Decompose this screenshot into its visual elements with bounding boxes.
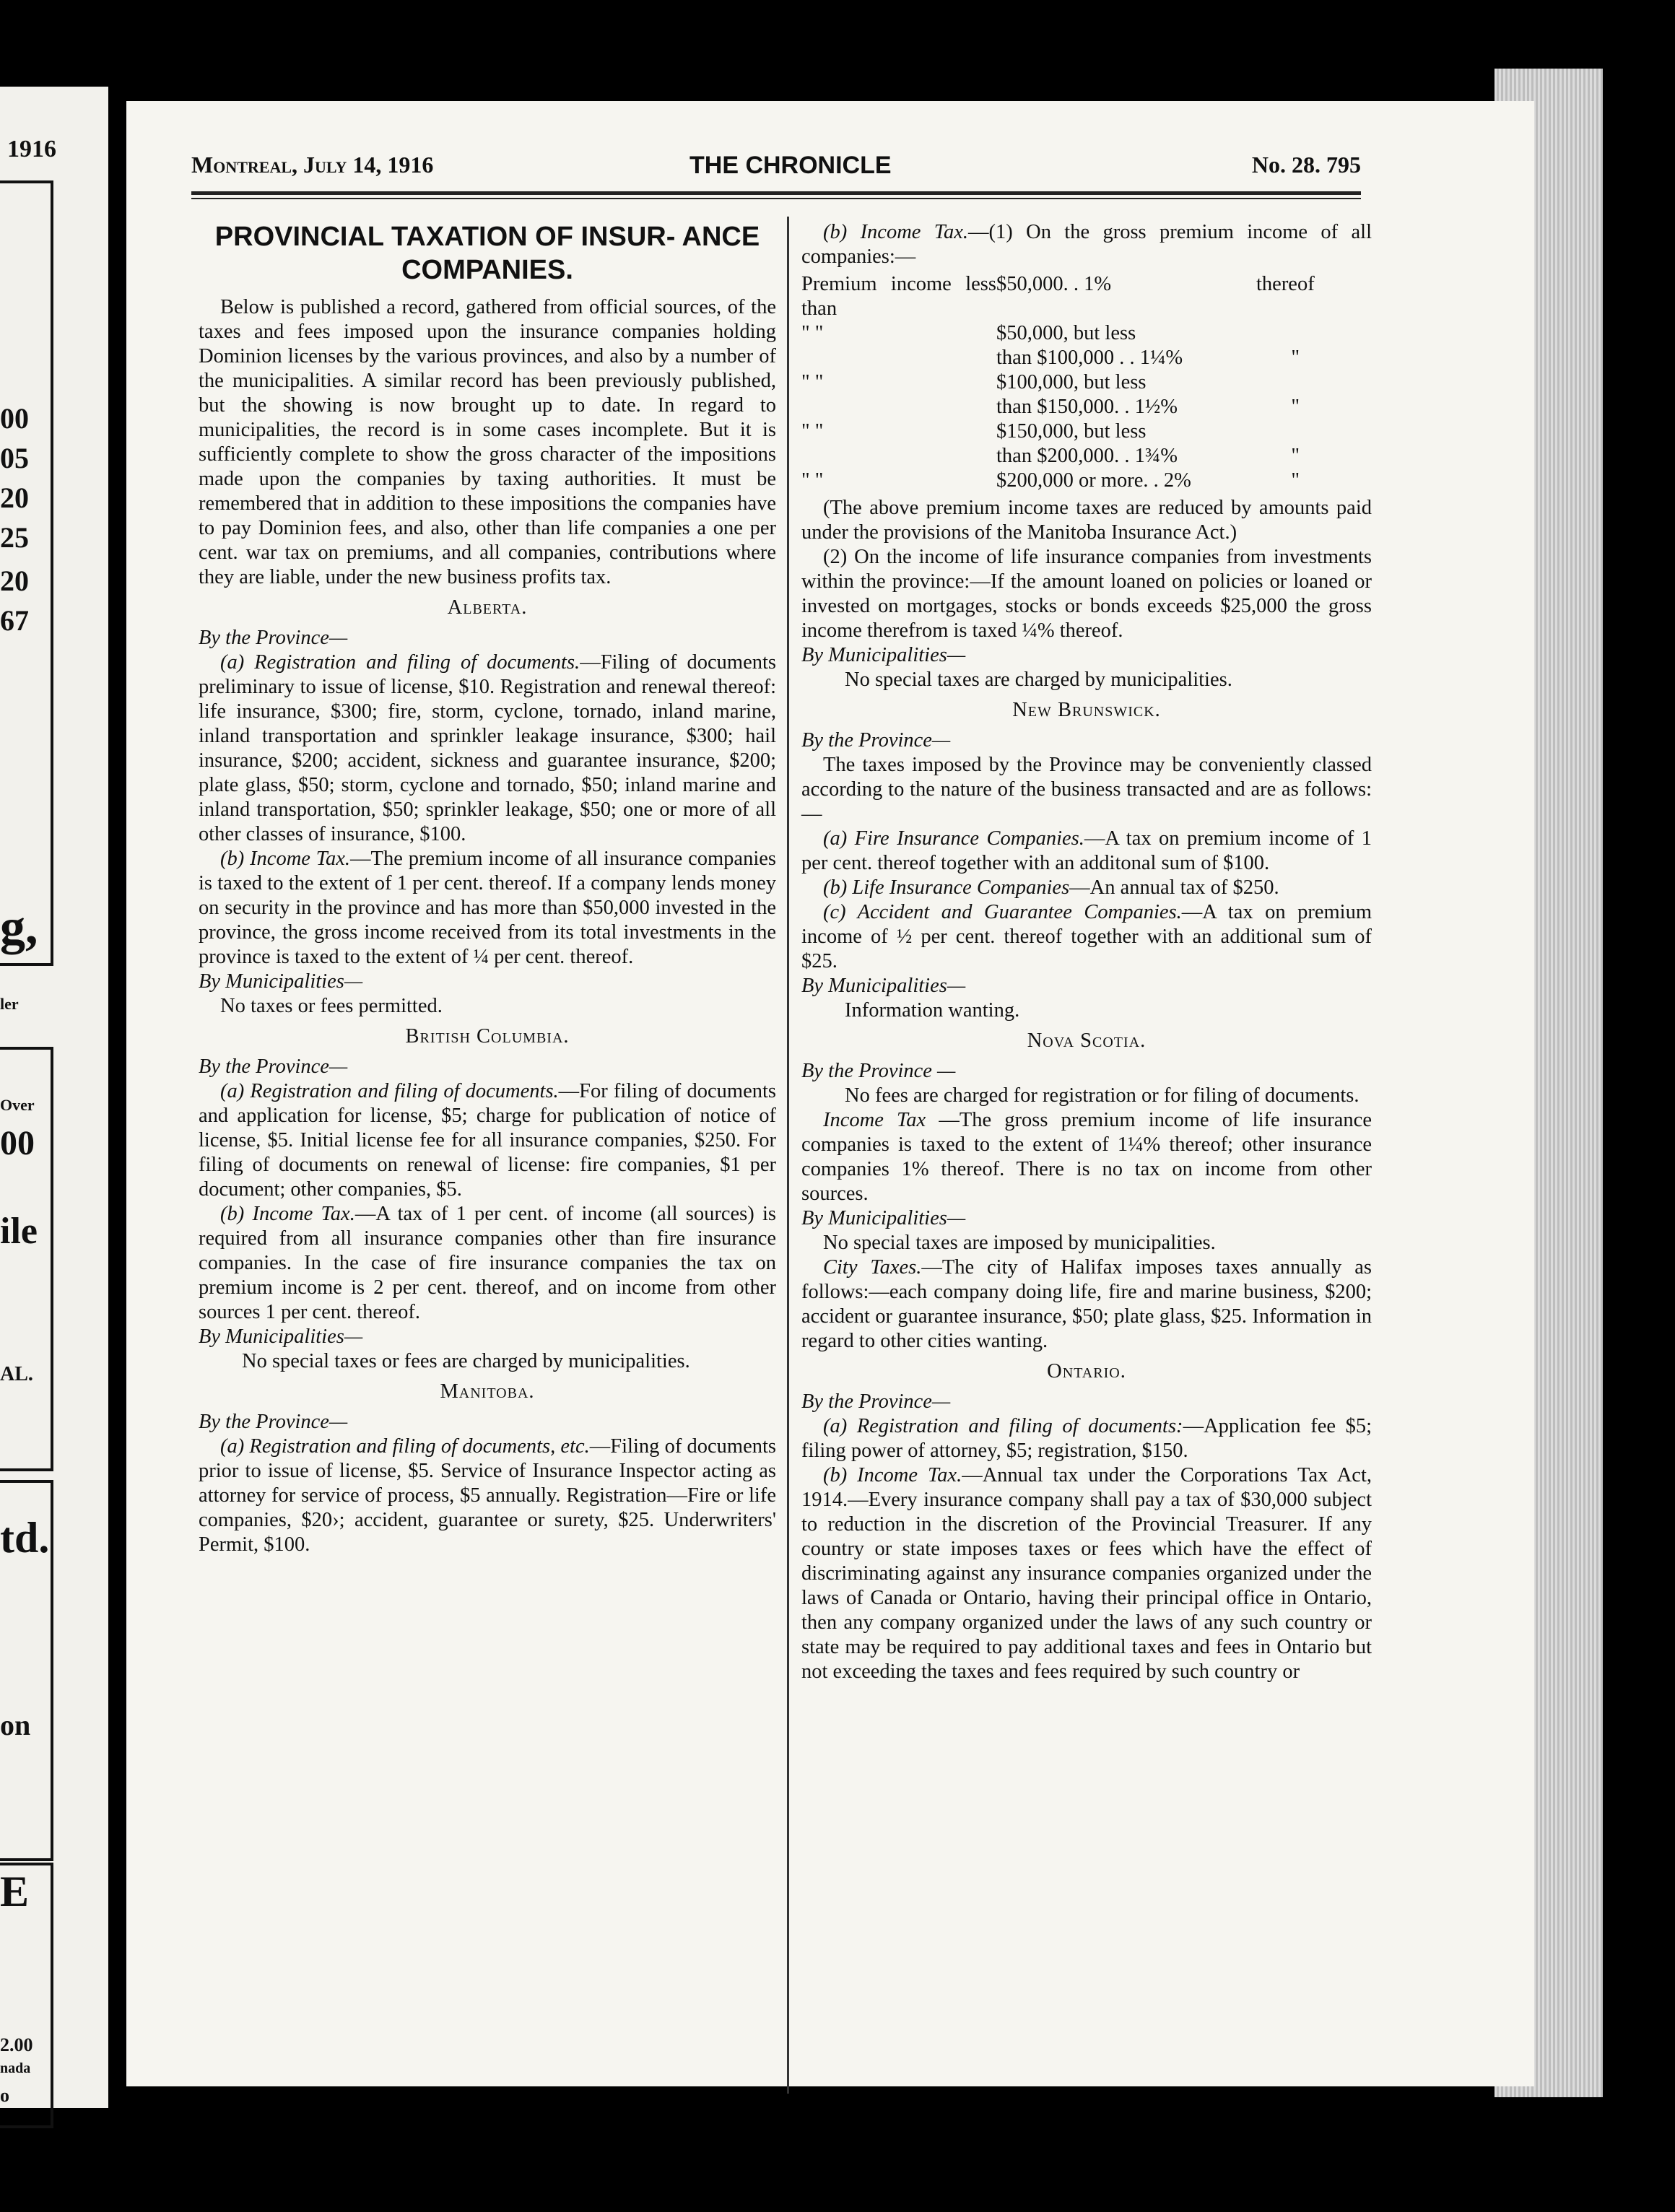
table-row: " " $200,000 or more. . 2% "	[801, 469, 1300, 492]
alberta-registration: (a) Registration and filing of documents.—Filing of documents preliminary to issue of license, $10. Registration and renewal thereof: life insurance, $300; fire, storm, cyclone, tornado, inland marine, inland transportation and sprinkler leakage insurance, $300; hail insurance, $200; accident, sickness and guarantee insurance, $200; plate glass, $50; storm, cyclone and tornado, $50; inland marine and inland transportation, $50; sprinkler leakage, $50; one or more of all other classes of insurance, $100.	[199, 651, 776, 845]
sliver-text: td.	[0, 1514, 50, 1562]
table-row: than $150,000. . 1½% "	[996, 396, 1300, 418]
alberta-municipal-text: No taxes or fees permitted.	[220, 995, 443, 1017]
sliver-text: 00	[0, 1124, 35, 1162]
nb-accident: (c) Accident and Guarantee Companies.—A tax on premium income of ½ per cent. thereof together with an additional sum of $25.	[801, 901, 1372, 972]
bc-by-province: By the Province—	[199, 1055, 348, 1078]
adjacent-page-sliver	[0, 87, 108, 2108]
header-masthead: THE CHRONICLE	[689, 152, 892, 179]
ontario-registration: (a) Registration and filing of documents:—Application fee $5; filing power of attorney, $5; registration, $150.	[801, 1415, 1372, 1462]
sliver-text: Over	[0, 1096, 35, 1114]
running-header	[191, 152, 1361, 195]
sliver-text: 20	[0, 565, 29, 597]
nb-life: (b) Life Insurance Companies—An annual tax of $250.	[823, 876, 1279, 899]
sliver-text: AL.	[0, 1363, 33, 1385]
table-row: than $100,000 . . 1¼% "	[996, 347, 1300, 369]
sliver-text: nada	[0, 2060, 31, 2076]
header-rule-thin	[191, 198, 1361, 199]
manitoba-municipal-text: No special taxes are charged by municipalities.	[845, 669, 1232, 691]
section-heading-british-columbia: British Columbia.	[405, 1025, 570, 1048]
nb-by-municipalities: By Municipalities—	[801, 975, 966, 997]
sliver-text: 2.00	[0, 2034, 33, 2055]
section-heading-ontario: Ontario.	[1047, 1360, 1126, 1382]
table-row: " " $100,000, but less	[801, 371, 1147, 393]
section-heading-manitoba: Manitoba.	[440, 1380, 535, 1403]
header-dateline: Montreal, July 14, 1916	[191, 152, 434, 178]
section-heading-alberta: Alberta.	[447, 596, 528, 619]
ns-registration: No fees are charged for registration or for filing of documents.	[845, 1084, 1359, 1107]
section-heading-new-brunswick: New Brunswick.	[1012, 699, 1161, 721]
nb-municipal-text: Information wanting.	[845, 999, 1020, 1022]
alberta-by-municipalities: By Municipalities—	[199, 970, 363, 993]
nb-by-province: By the Province—	[801, 729, 951, 752]
sliver-text: ler	[0, 995, 19, 1013]
left-column	[199, 220, 776, 1557]
table-row: than $200,000. . 1¾% "	[996, 445, 1300, 467]
ns-by-province: By the Province —	[801, 1060, 956, 1082]
header-rule	[191, 191, 1361, 195]
alberta-by-province: By the Province—	[199, 627, 348, 649]
sliver-year: 1916	[7, 136, 56, 162]
manitoba-premium-table	[801, 272, 1372, 493]
sliver-text: 20	[0, 482, 29, 514]
manitoba-note: (The above premium income taxes are reduced by amounts paid under the provisions of the Manitoba Insurance Act.)	[801, 497, 1372, 544]
ns-by-municipalities: By Municipalities—	[801, 1207, 966, 1229]
table-row: Premium income less than $50,000. . 1% thereof	[801, 273, 1315, 320]
sliver-text: E	[0, 1868, 30, 1915]
ns-municipal-text: No special taxes are imposed by municipalities.	[823, 1232, 1216, 1254]
table-row: " " $50,000, but less	[801, 322, 1136, 344]
sliver-text: 05	[0, 442, 29, 474]
manitoba-by-province: By the Province—	[199, 1411, 348, 1433]
newspaper-page	[126, 101, 1534, 2086]
sliver-text: 25	[0, 521, 29, 554]
alberta-income-tax: (b) Income Tax.—The premium income of all insurance companies is taxed to the extent of 1 per cent. thereof. If a company lends money on security in the province and has more than $50,000 invested in the province, the gross income received from its total investments in the province is taxed to the extent of ¼ per cent. thereof.	[199, 848, 776, 968]
manitoba-income-tax: (b) Income Tax.—(1) On the gross premium income of all companies:—	[801, 221, 1372, 268]
manitoba-life-income: (2) On the income of life insurance companies from investments within the province:—If the amount loaned on policies or loaned or invested on mortgages, stocks or bonds exceeds $25,000 the gross income therefrom is taxed ¼% thereof.	[801, 546, 1372, 642]
section-heading-nova-scotia: Nova Scotia.	[1027, 1029, 1147, 1052]
sliver-text: 67	[0, 604, 29, 637]
bc-municipal-text: No special taxes or fees are charged by municipalities.	[242, 1350, 690, 1372]
sliver-text: o	[0, 2085, 9, 2106]
bc-income-tax: (b) Income Tax.—A tax of 1 per cent. of income (all sources) is required from all insurance companies other than fire insurance companies. In the case of fire insurance companies the tax on premium income is 2 per cent. thereof, and on income from other sources 1 per cent. thereof.	[199, 1203, 776, 1323]
column-divider	[787, 217, 789, 2094]
article-title: PROVINCIAL TAXATION OF INSUR- ANCE COMPANIES.	[214, 222, 760, 285]
sliver-text: 00	[0, 402, 29, 435]
right-column	[801, 220, 1372, 1684]
bc-registration: (a) Registration and filing of documents.—For filing of documents and application for license, $5; charge for publication of notice of license, $5. Initial license fee for all insurance companies, $250. For filing of documents on renewal of license: fire companies, $1 per document; other companies, $5.	[199, 1080, 776, 1201]
header-page-number: No. 28. 795	[1251, 152, 1361, 178]
sliver-text: on	[0, 1709, 31, 1741]
manitoba-registration: (a) Registration and filing of documents, etc.—Filing of documents prior to issue of license, $5. Service of Insurance Inspector acting as attorney for service of process, $5 annually. Registration—Fire or life companies, $20›; accident, guarantee or surety, $25. Underwriters' Permit, $100.	[199, 1435, 776, 1556]
bc-by-municipalities: By Municipalities—	[199, 1325, 363, 1348]
nb-fire: (a) Fire Insurance Companies.—A tax on premium income of 1 per cent. thereof together with an additonal sum of $100.	[801, 827, 1372, 874]
ontario-by-province: By the Province—	[801, 1390, 951, 1413]
ns-city-taxes: City Taxes.—The city of Halifax imposes taxes annually as follows:—each company doing life, fire and marine business, $200; accident or guarantee insurance, $50; plate glass, $25. Information in regard to other cities wanting.	[801, 1256, 1372, 1352]
manitoba-by-municipalities: By Municipalities—	[801, 644, 966, 666]
nb-intro: The taxes imposed by the Province may be conveniently classed according to the nature of the business transacted and are as follows:—	[801, 754, 1372, 825]
sliver-text: g,	[0, 900, 38, 955]
intro-paragraph: Below is published a record, gathered from official sources, of the taxes and fees imposed upon the insurance companies holding Dominion licenses by the various provinces, and also by a number of the municipalities. A similar record has been previously published, but the showing is now brought up to date. In regard to municipalities, the record is in some cases incomplete. But it is sufficiently complete to show the gross character of the impositions made upon the companies by taxing authorities. It must be remembered that in addition to these impositions the companies have to pay Dominion fees, and also, other than life companies a one per cent. war tax on premiums, and all companies, contributions where they are liable, under the new business profits tax.	[199, 296, 776, 588]
table-row: " " $150,000, but less	[801, 420, 1147, 443]
sliver-text: ile	[0, 1211, 38, 1252]
ontario-income-tax: (b) Income Tax.—Annual tax under the Corporations Tax Act, 1914.—Every insurance company shall pay a tax of $30,000 subject to reduction in the discretion of the Provincial Treasurer. If any country or state imposes taxes or fees which have the effect of discriminating against any insurance companies organized under the laws of Canada or Ontario, having their principal office in Ontario, then any company organized under the laws of any such country or state may be required to pay additional taxes and fees in Ontario but not exceeding the taxes and fees required by such country or	[801, 1464, 1372, 1683]
ns-income-tax: Income Tax —The gross premium income of life insurance companies is taxed to the extent of 1¼% thereof; other insurance companies 1% thereof. There is no tax on income from other sources.	[801, 1109, 1372, 1205]
